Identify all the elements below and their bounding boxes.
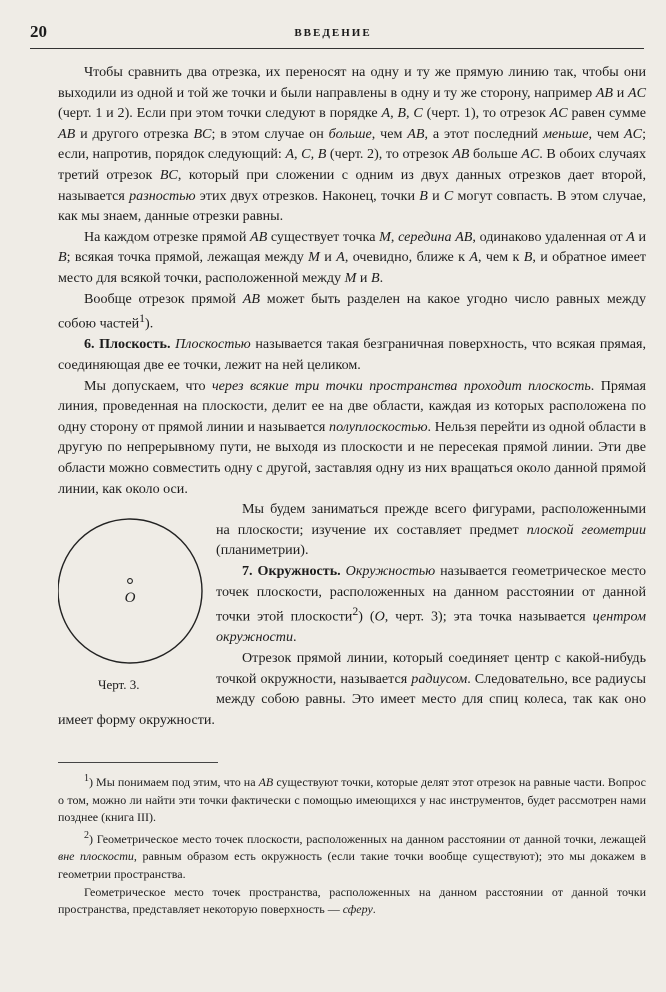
footnote-rule [58, 762, 218, 763]
paragraph-radius: Отрезок прямой линии, который соединяет центр с какой-нибудь точкой окружности, называется радиусом. Следовательно, все радиусы между собою равны. Это имеет место для спиц колеса, так как оно имеет форму окружности. [58, 650, 646, 728]
header-rule [30, 48, 644, 49]
paragraph-plane-geometry: Мы будем заниматься прежде всего фигурами, расположенными на плоскости; изучение их составляет предмет плоской геометрии (планиметрии). [216, 501, 646, 559]
section-heading: 7. Окружность. [242, 562, 341, 579]
section-7-circle: 7. Окружность. Окружностью называется геометрическое место точек плоскости, расположенных на данном расстоянии от данной точки этой плоскости$^2$) (O, черт. 3); эта точка называется центром окружности. [216, 562, 646, 646]
footnote-2-continued: Геометрическое место точек пространства, расположенных на данном расстоянии от данной точки пространства, представляет некоторую поверхность — сферу. [58, 884, 646, 917]
footnotes [58, 770, 646, 919]
footnote-ref-1: 1 [139, 312, 146, 326]
circle-drawing [58, 507, 210, 677]
figure-text-area [58, 376, 646, 731]
running-title: ВВЕДЕНИЕ [294, 27, 372, 39]
footnote-2: $^2$) Геометрическое место точек плоскости, расположенных на данном расстоянии от данной точки, лежащей вне плоскости, равным образом есть окружность (если такие точки вообще существуют); это мы докажем в геометрии пространства. [58, 829, 646, 881]
paragraph-midpoint: На каждом отрезке прямой AB существует точка M, середина AB, одинаково удаленная от A и B; всякая точка прямой, лежащая между M и A, очевидно, ближе к A, чем к B, и обратное имеет место для всякой точки, расположенной между M и B. [58, 228, 646, 286]
figure-3-circle [58, 499, 210, 697]
footnote-ref-2: 2 [352, 605, 359, 619]
section-6-plane: 6. Плоскость. Плоскостью называется такая безграничная поверхность, что всякая прямая, соединяющая две ее точки, лежит на ней целиком. [58, 336, 646, 373]
paragraph-segment-comparison: Чтобы сравнить два отрезка, их переносят на одну и ту же прямую линию так, чтобы они выходили из одной и той же точки и были направлены в одну и ту же сторону, например AB и AC (черт. 1 и 2). Если при этом точки следуют в порядке A, B, C (черт. 1), то отрезок AC равен сумме AB и другого отрезка BC; в этом случае он больше, чем AB, а этот последний меньше, чем AC; если, напротив, порядок следующий: A, C, B (черт. 2), то отрезок AB больше AC. В обоих случаях третий отрезок BC, который при сложении с одним из двух данных отрезков дает второй, называется разностью этих двух отрезков. Наконец, точки B и C могут совпасть. В этом случае, как мы знаем, данные отрезки равны. [58, 64, 647, 225]
section-heading: 6. Плоскость. [84, 336, 171, 353]
figure-caption: Черт. 3. [98, 677, 140, 693]
page-number: 20 [30, 22, 47, 41]
center-label: O [124, 590, 136, 607]
page-header [30, 22, 636, 46]
paragraph-plane-axiom: Мы допускаем, что через всякие три точки пространства проходит плоскость. Прямая линия, проведенная на плоскости, делит ее на две области, каждая из которых расположена по одну сторону от прямой линии и называется полуплоскостью. Нельзя перейти из одной области в другую по непрерывному пути, не выходя из плоскости и не пересекая прямой линии. Эти две области можно совместить одну с другой, заставляя одну из них вращаться около данной прямой линии, как около оси. [58, 377, 646, 497]
footnote-1: $^1$) Мы понимаем под этим, что на AB существуют точки, которые делят этот отрезок на равные части. Вопрос о том, можно ли найти эти точки фактически с помощью имеющихся у нас инструментов, будет рассмотрен нами позднее (книга III). [58, 773, 646, 825]
main-text [58, 62, 646, 730]
paragraph-division: Вообще отрезок прямой AB может быть разделен на какое угодно число равных между собою частей$^1$). [58, 290, 647, 332]
